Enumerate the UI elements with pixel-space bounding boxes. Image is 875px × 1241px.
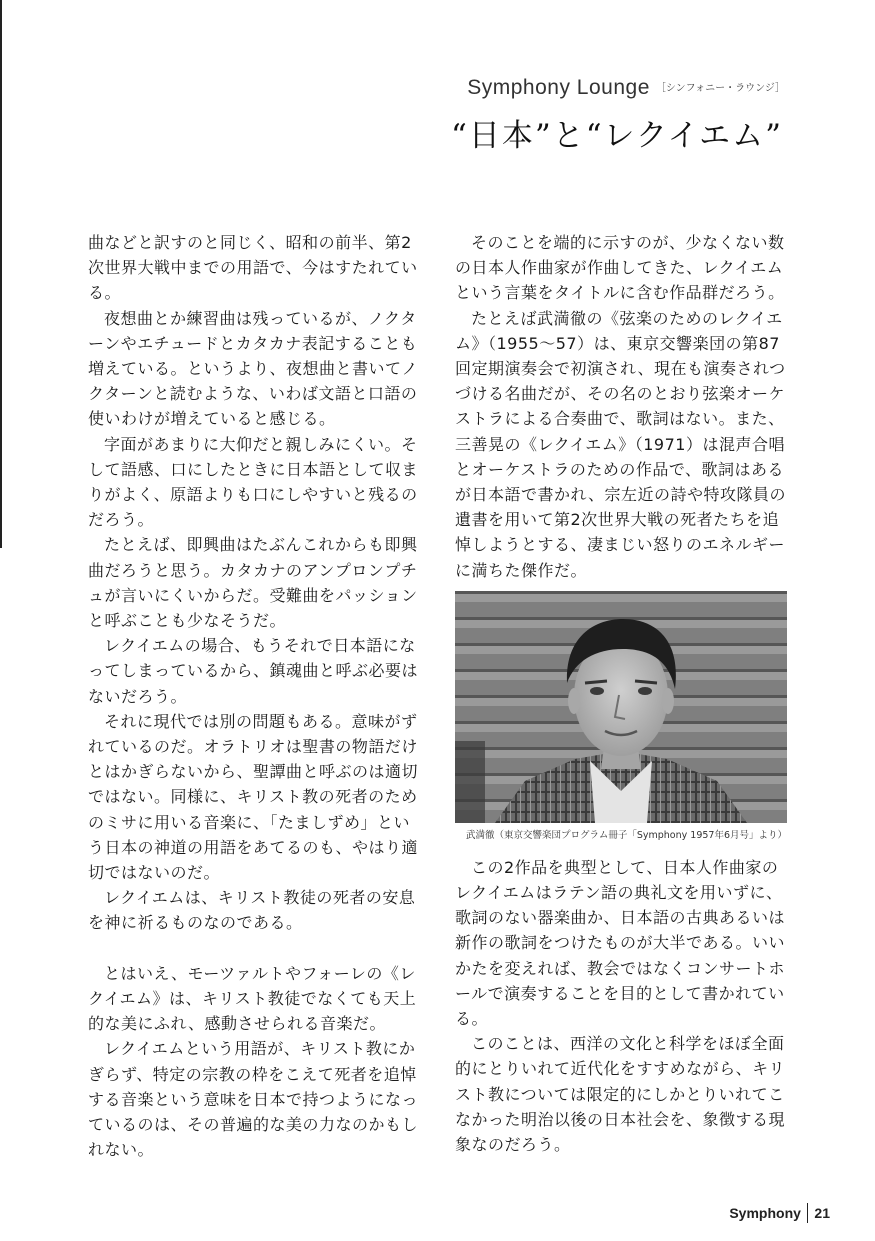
paragraph: レクイエムという用語が、キリスト教にかぎらず、特定の宗教の枠をこえて死者を追悼する音楽という意味を日本で持つようになっているのは、その普遍的な美の力なのかもしれない。: [88, 1039, 419, 1160]
series-subtitle: ［シンフォニー・ラウンジ］: [655, 83, 785, 94]
article-title: “日本”と“レクイエム”: [451, 118, 783, 154]
series-heading: [467, 76, 785, 100]
page-number: 21: [814, 1205, 830, 1221]
paragraph-spacer: [88, 936, 424, 961]
photo-caption: 武満徹（東京交響楽団プログラム冊子「Symphony 1957年6月号」より）: [465, 829, 787, 841]
paragraph: そのことを端的に示すのが、少なくない数の日本人作曲家が作曲してきた、レクイエムという言葉をタイトルに含む作品群だろう。: [455, 233, 785, 303]
paragraph: とはいえ、モーツァルトやフォーレの《レクイエム》は、キリスト教徒でなくても天上的な美にふれ、感動させられる音楽だ。: [88, 963, 417, 1034]
paragraph: たとえば武満徹の《弦楽のためのレクイエム》（1955〜57）は、東京交響楽団の第87回定期演奏会で初演され、現在も演奏されつづける名曲だが、その名のとおり弦楽オーケストラによる合奏曲で、歌詞はない。また、三善晃の《レクイエム》（1971）は混声合唱とオーケストラのための作品で、歌詞はあるが日本語で書かれ、宗左近の詩や特攻隊員の遺書を用いて第2次世界大戦の死者たちを追悼しようとする、凄まじい怒りのエネルギーに満ちた傑作だ。: [455, 308, 786, 580]
paragraph: レクイエムの場合、もうそれで日本語になってしまっているから、鎮魂曲と呼ぶ必要はないだろう。: [88, 636, 419, 706]
paragraph: レクイエムは、キリスト教徒の死者の安息を神に祈るものなのである。: [88, 888, 416, 933]
margin-rule: [0, 0, 2, 548]
page-footer: [729, 1203, 830, 1223]
paragraph: たとえば、即興曲はたぶんこれからも即興曲だろうと思う。カタカナのアンプロンプチュが言いにくいからだ。受難曲をパッションと呼ぶことも少なそうだ。: [88, 535, 418, 631]
magazine-name: Symphony: [729, 1205, 801, 1221]
paragraph: 曲などと訳すのと同じく、昭和の前半、第2次世界大戦中までの用語で、今はすたれている。: [88, 233, 418, 303]
paragraph: 夜想曲とか練習曲は残っているが、ノクターンやエチュードとカタカナ表記することも増えている。というより、夜想曲と書いてノクターンと読むような、いわば文語と口語の使いわけが増えていると感じる。: [88, 308, 419, 429]
right-column: [455, 230, 791, 1157]
paragraph: この2作品を典型として、日本人作曲家のレクイエムはラテン語の典礼文を用いずに、歌詞のない器楽曲か、日本語の古典あるいは新作の歌詞をつけたものが大半である。いいかたを変えれば、教会ではなくコンサートホールで演奏することを目的として書かれている。: [455, 857, 786, 1029]
paragraph: それに現代では別の問題もある。意味がずれているのだ。オラトリオは聖書の物語だけとはかぎらないから、聖譚曲と呼ぶのは適切ではない。同様に、キリスト教の死者のためのミサに用いる音楽に、「たましずめ」という日本の神道の用語をあてるのも、やはり適切ではないのだ。: [88, 711, 419, 883]
footer-divider: [807, 1203, 809, 1223]
portrait-photo: [455, 591, 787, 823]
series-name: Symphony Lounge: [467, 76, 650, 99]
paragraph: 字面があまりに大仰だと親しみにくい。そして語感、口にしたときに日本語として収まりがよく、原語よりも口にしやすいと残るのだろう。: [88, 434, 419, 530]
paragraph: このことは、西洋の文化と科学をほぼ全面的にとりいれて近代化をすすめながら、キリスト教については限定的にしかとりいれてこなかった明治以後の日本社会を、象徴する現象なのだろう。: [455, 1034, 786, 1155]
left-column: [88, 230, 424, 1163]
